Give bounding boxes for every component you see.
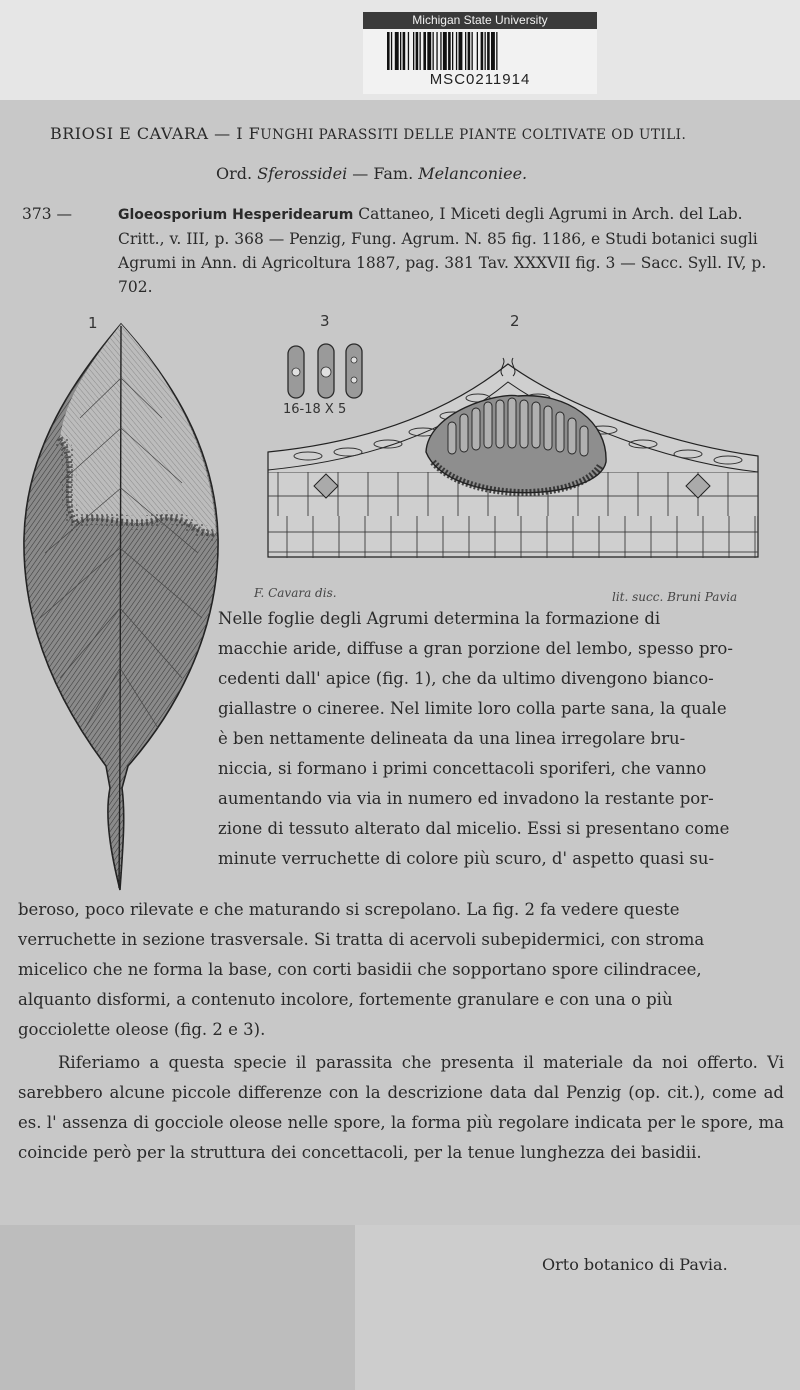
description-paragraph-1 — [218, 604, 784, 874]
barcode-label — [363, 12, 597, 94]
text-line: niccia, si formano i primi concettacoli sporiferi, che vanno — [218, 759, 707, 778]
barcode-bars — [385, 32, 575, 70]
artist-signature: F. Cavara dis. — [254, 586, 337, 600]
text-line: Nelle foglie degli Agrumi determina la formazione di — [218, 609, 661, 628]
text-line: giallastre o cineree. Nel limite loro colla parte sana, la quale — [218, 699, 727, 718]
page-header: BRIOSI E CAVARA — I FUNGHI PARASSITI DELLE PIANTE COLTIVATE OD UTILI. — [50, 124, 687, 143]
spore-size: 16-18 X 5 — [283, 402, 347, 417]
text-line: verruchette in sezione trasversale. Si tratta di acervoli subepidermici, con stroma — [18, 930, 705, 949]
text-line: zione di tessuto alterato dal micelio. Essi si presentano come — [218, 819, 730, 838]
text-line: alquanto disformi, a contenuto incolore, fortemente granulare e con una o più — [18, 990, 673, 1009]
text-line: micelico che ne forma la base, con corti basidii che sopportano spore cilindracee, — [18, 960, 702, 979]
folded-flap — [0, 1225, 355, 1390]
text-line: minute verruchette di colore più scuro, d' aspetto quasi su- — [218, 849, 715, 868]
species-name: Gloeosporium Hesperidearum — [118, 207, 354, 223]
fig2-label: 2 — [510, 312, 520, 330]
text-line: macchie aride, diffuse a gran porzione del lembo, spesso pro- — [218, 639, 733, 658]
cross-section-illustration — [248, 352, 768, 584]
description-paragraph-3: Riferiamo a questa specie il parassita che presenta il materiale da noi offerto. Vi sarebbero alcune piccole differenze con la descrizione data dal Penzig (op. cit.), come ad es. l' assenza di gocciole oleose nelle spore, la forma più regolare indicata per le spore, ma coincide però per la struttura dei concettacoli, per la tenue lunghezza dei basidii. — [18, 1053, 784, 1162]
text-line: gocciolette oleose (fig. 2 e 3). — [18, 1020, 266, 1039]
description-paragraph-2 — [18, 895, 784, 1045]
entry-number: 373 — — [22, 205, 73, 223]
leaf-illustration — [20, 318, 222, 896]
text-line: aumentando via via in numero ed invadono la restante por- — [218, 789, 714, 808]
lithographer-signature: lit. succ. Bruni Pavia — [612, 590, 738, 604]
taxon-order-family: Ord. Sferossidei — Fam. Melanconiee. — [216, 164, 528, 183]
species-entry — [22, 202, 790, 299]
text-line: cedenti dall' apice (fig. 1), che da ultimo divengono bianco- — [218, 669, 714, 688]
citation: Cattaneo, I Miceti degli Agrumi in Arch. del Lab. Critt., v. III, p. 368 — Penzig, Fung. Agrum. N. 85 fig. 1186, e Studi botanici sugli Agrumi in Ann. di Agricoltura 1887, pag. 381 Tav. XXXVII fig. 3 — Sacc. Syll. IV, p. 702. — [118, 205, 767, 296]
fig3-label: 3 — [320, 312, 330, 330]
fig1-label: 1 — [88, 314, 98, 332]
footer-locality: Orto botanico di Pavia. — [542, 1255, 728, 1274]
barcode-institution: Michigan State University — [363, 12, 597, 29]
barcode-number: MSC0211914 — [429, 71, 531, 88]
text-line: beroso, poco rilevate e che maturando si screpolano. La fig. 2 fa vedere queste — [18, 900, 680, 919]
text-line: è ben nettamente delineata da una linea irregolare bru- — [218, 729, 686, 748]
